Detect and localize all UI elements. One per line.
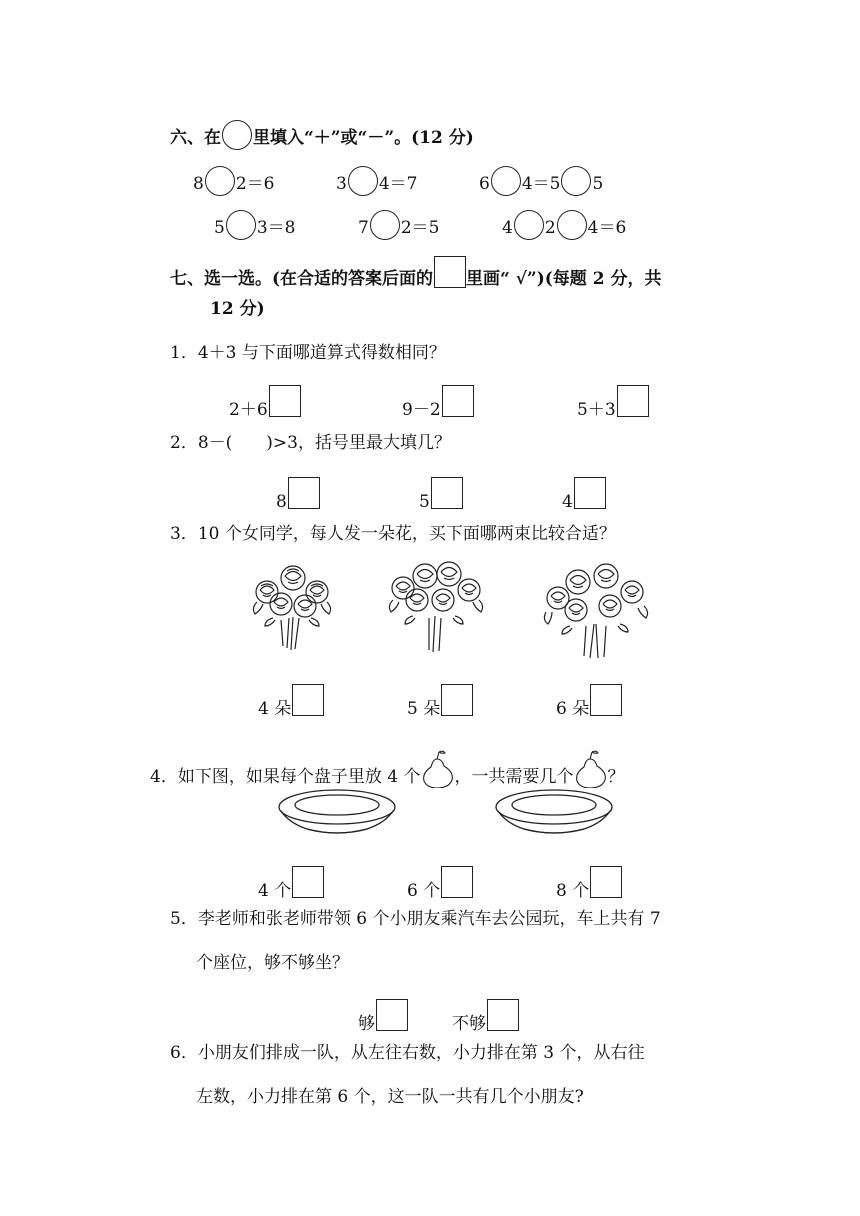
answer-box[interactable] xyxy=(442,385,474,417)
equation-6: 4 2 4＝6 xyxy=(502,210,626,240)
heading-suffix: 里填入“＋”或“－”。(12 分) xyxy=(253,128,474,148)
answer-box[interactable] xyxy=(441,866,473,898)
option-q4-c: 8 个 xyxy=(556,866,622,902)
answer-box[interactable] xyxy=(288,477,320,509)
answer-circle[interactable] xyxy=(514,210,544,240)
question-4: 4．如下图，如果每个盘子里放 4 个 ，一共需要几个 ？ xyxy=(150,748,624,788)
option-q5-b: 不够 xyxy=(452,999,519,1035)
option-q2-c: 4 xyxy=(562,477,606,513)
pear-icon xyxy=(573,748,607,788)
answer-circle[interactable] xyxy=(561,166,591,196)
option-q2-a: 8 xyxy=(276,477,320,513)
equation-5: 7 2＝5 xyxy=(358,210,439,240)
pear-icon xyxy=(420,748,454,788)
answer-box[interactable] xyxy=(376,999,408,1031)
answer-box[interactable] xyxy=(590,866,622,898)
heading-prefix: 六、在 xyxy=(170,128,221,148)
question-1: 1．4＋3 与下面哪道算式得数相同？ xyxy=(170,343,446,363)
answer-box[interactable] xyxy=(441,684,473,716)
question-6-line-1: 6．小朋友们排成一队，从左往右数，小力排在第 3 个，从右往 xyxy=(170,1043,645,1063)
option-q4-b: 6 个 xyxy=(407,866,473,902)
plate-icon xyxy=(494,787,614,837)
option-q2-b: 5 xyxy=(419,477,463,513)
answer-circle[interactable] xyxy=(222,120,252,150)
question-2: 2．8－( )>3，括号里最大填几？ xyxy=(170,433,451,453)
answer-circle[interactable] xyxy=(491,166,521,196)
question-3: 3．10 个女同学，每人发一朵花，买下面哪两束比较合适？ xyxy=(170,524,616,544)
section-7-heading-cont: 12 分) xyxy=(210,299,265,319)
option-q1-b: 9－2 xyxy=(402,385,474,421)
question-5-line-2: 个座位，够不够坐？ xyxy=(196,953,349,973)
answer-circle[interactable] xyxy=(348,166,378,196)
rose-bouquet-icon xyxy=(385,558,485,654)
rose-bouquet-icon xyxy=(247,562,339,652)
option-q4-a: 4 个 xyxy=(258,866,324,902)
answer-box[interactable] xyxy=(617,385,649,417)
answer-circle[interactable] xyxy=(205,166,235,196)
rose-bouquet-icon xyxy=(540,562,652,660)
section-7-heading: 七、选一选。(在合适的答案后面的 里画“ √”)(每题 2 分，共 xyxy=(170,256,661,290)
answer-box[interactable] xyxy=(434,256,466,288)
answer-circle[interactable] xyxy=(226,210,256,240)
equation-1: 8 2＝6 xyxy=(193,166,274,196)
question-6-line-2: 左数，小力排在第 6 个，这一队一共有几个小朋友? xyxy=(196,1087,584,1107)
answer-box[interactable] xyxy=(487,999,519,1031)
answer-box[interactable] xyxy=(431,477,463,509)
option-q1-c: 5＋3 xyxy=(577,385,649,421)
equation-4: 5 3＝8 xyxy=(214,210,295,240)
question-5-line-1: 5．李老师和张老师带领 6 个小朋友乘汽车去公园玩，车上共有 7 xyxy=(170,909,661,929)
option-q1-a: 2＋6 xyxy=(229,385,301,421)
option-q3-b: 5 朵 xyxy=(407,684,473,720)
answer-box[interactable] xyxy=(590,684,622,716)
option-q3-a: 4 朵 xyxy=(258,684,324,720)
equation-3: 6 4＝5 5 xyxy=(479,166,603,196)
answer-circle[interactable] xyxy=(557,210,587,240)
option-q5-a: 够 xyxy=(358,999,408,1035)
equation-2: 3 4＝7 xyxy=(336,166,417,196)
answer-box[interactable] xyxy=(269,385,301,417)
plate-icon xyxy=(277,787,397,837)
answer-box[interactable] xyxy=(292,866,324,898)
answer-circle[interactable] xyxy=(370,210,400,240)
answer-box[interactable] xyxy=(292,684,324,716)
option-q3-c: 6 朵 xyxy=(556,684,622,720)
answer-box[interactable] xyxy=(574,477,606,509)
section-6-heading xyxy=(170,120,474,150)
